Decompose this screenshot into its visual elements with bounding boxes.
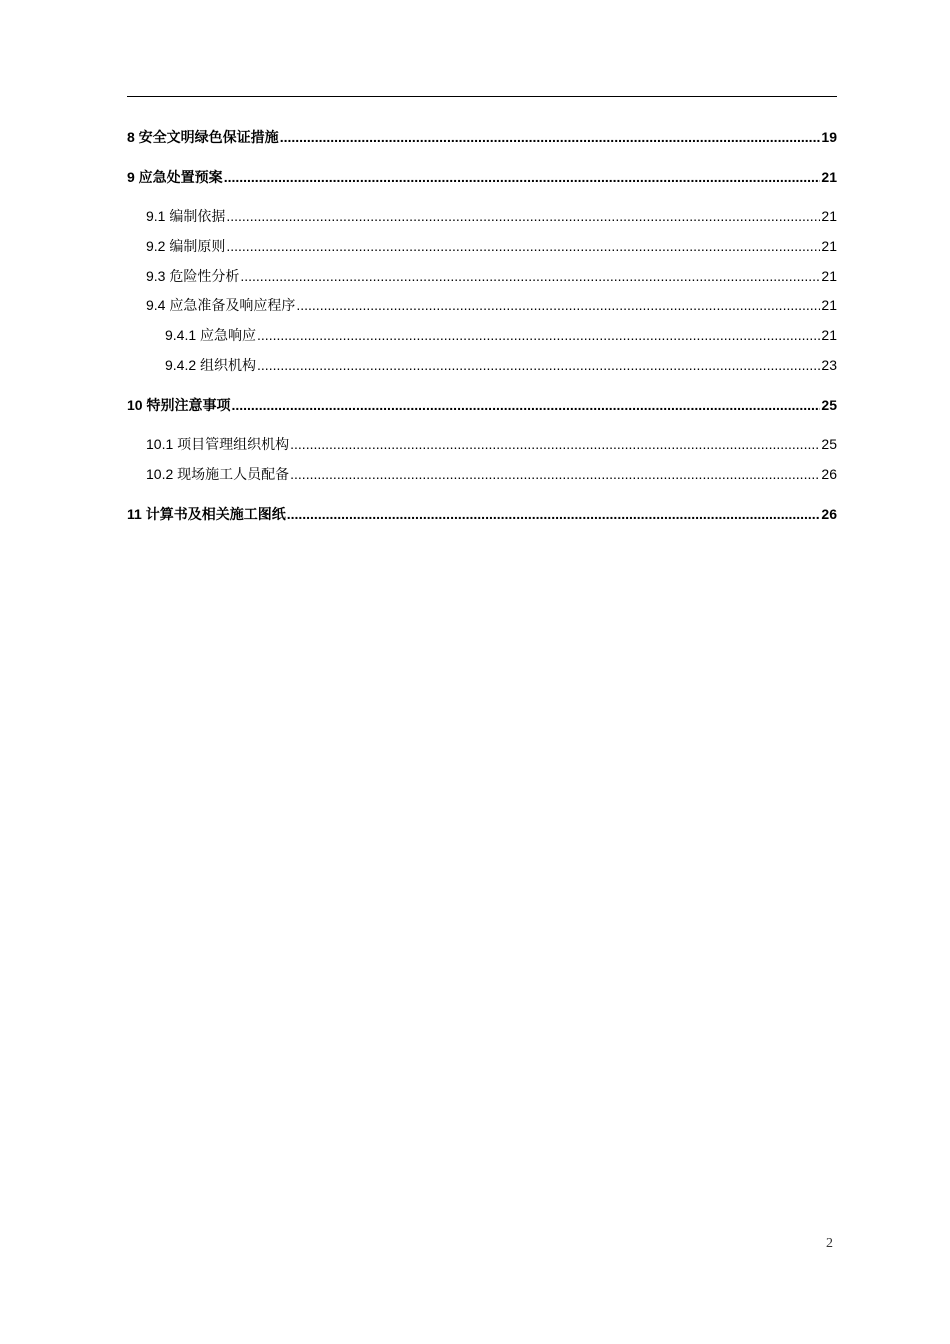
toc-entry-page: 26 [821,506,837,522]
toc-entry-page: 19 [821,129,837,145]
toc-entry-page: 26 [821,466,837,482]
toc-entry-9-4-1[interactable] [165,325,837,345]
toc-entry-title: 9.3 危险性分析 [146,268,240,284]
toc-entry-9-2[interactable] [146,236,837,256]
toc-entry-9-4[interactable] [146,295,837,315]
toc-entry-title: 9.4.2 组织机构 [165,357,257,373]
toc-dot-leader [290,434,820,454]
page-number: 2 [826,1236,833,1251]
toc-dot-leader [226,236,820,256]
toc-dot-leader [280,127,821,147]
toc-entry-title: 9.1 编制依据 [146,208,226,224]
toc-entry-11[interactable] [127,504,837,524]
toc-entry-page: 21 [821,268,837,284]
toc-entry-9-3[interactable] [146,266,837,286]
toc-dot-leader [257,325,820,345]
toc-entry-title: 9 应急处置预案 [127,169,223,185]
toc-entry-page: 25 [821,397,837,413]
toc-entry-10[interactable] [127,395,837,415]
toc-dot-leader [226,206,820,226]
toc-entry-title: 9.4.1 应急响应 [165,327,257,343]
toc-entry-title: 10 特别注意事项 [127,397,231,413]
toc-entry-title: 10.2 现场施工人员配备 [146,466,290,482]
toc-entry-9-1[interactable] [146,206,837,226]
toc-entry-title: 9.2 编制原则 [146,238,226,254]
toc-dot-leader [231,395,820,415]
toc-dot-leader [257,355,820,375]
toc-entry-page: 21 [821,297,837,313]
toc-entry-10-2[interactable] [146,464,837,484]
toc-entry-page: 21 [821,327,837,343]
toc-dot-leader [240,266,820,286]
toc-entry-title: 8 安全文明绿色保证措施 [127,129,279,145]
toc-entry-title: 9.4 应急准备及响应程序 [146,297,296,313]
toc-dot-leader [224,167,821,187]
toc-dot-leader [296,295,820,315]
toc-entry-page: 21 [821,169,837,185]
toc-entry-page: 23 [821,357,837,373]
table-of-contents [127,0,837,1344]
toc-dot-leader [290,464,820,484]
toc-entry-page: 21 [821,208,837,224]
toc-entry-9-4-2[interactable] [165,355,837,375]
toc-entry-9[interactable] [127,167,837,187]
toc-entry-8[interactable] [127,127,837,147]
toc-entry-title: 10.1 项目管理组织机构 [146,436,290,452]
toc-dot-leader [287,504,821,524]
toc-entry-10-1[interactable] [146,434,837,454]
toc-entry-title: 11 计算书及相关施工图纸 [127,506,286,522]
toc-entry-page: 21 [821,238,837,254]
toc-entry-page: 25 [821,436,837,452]
